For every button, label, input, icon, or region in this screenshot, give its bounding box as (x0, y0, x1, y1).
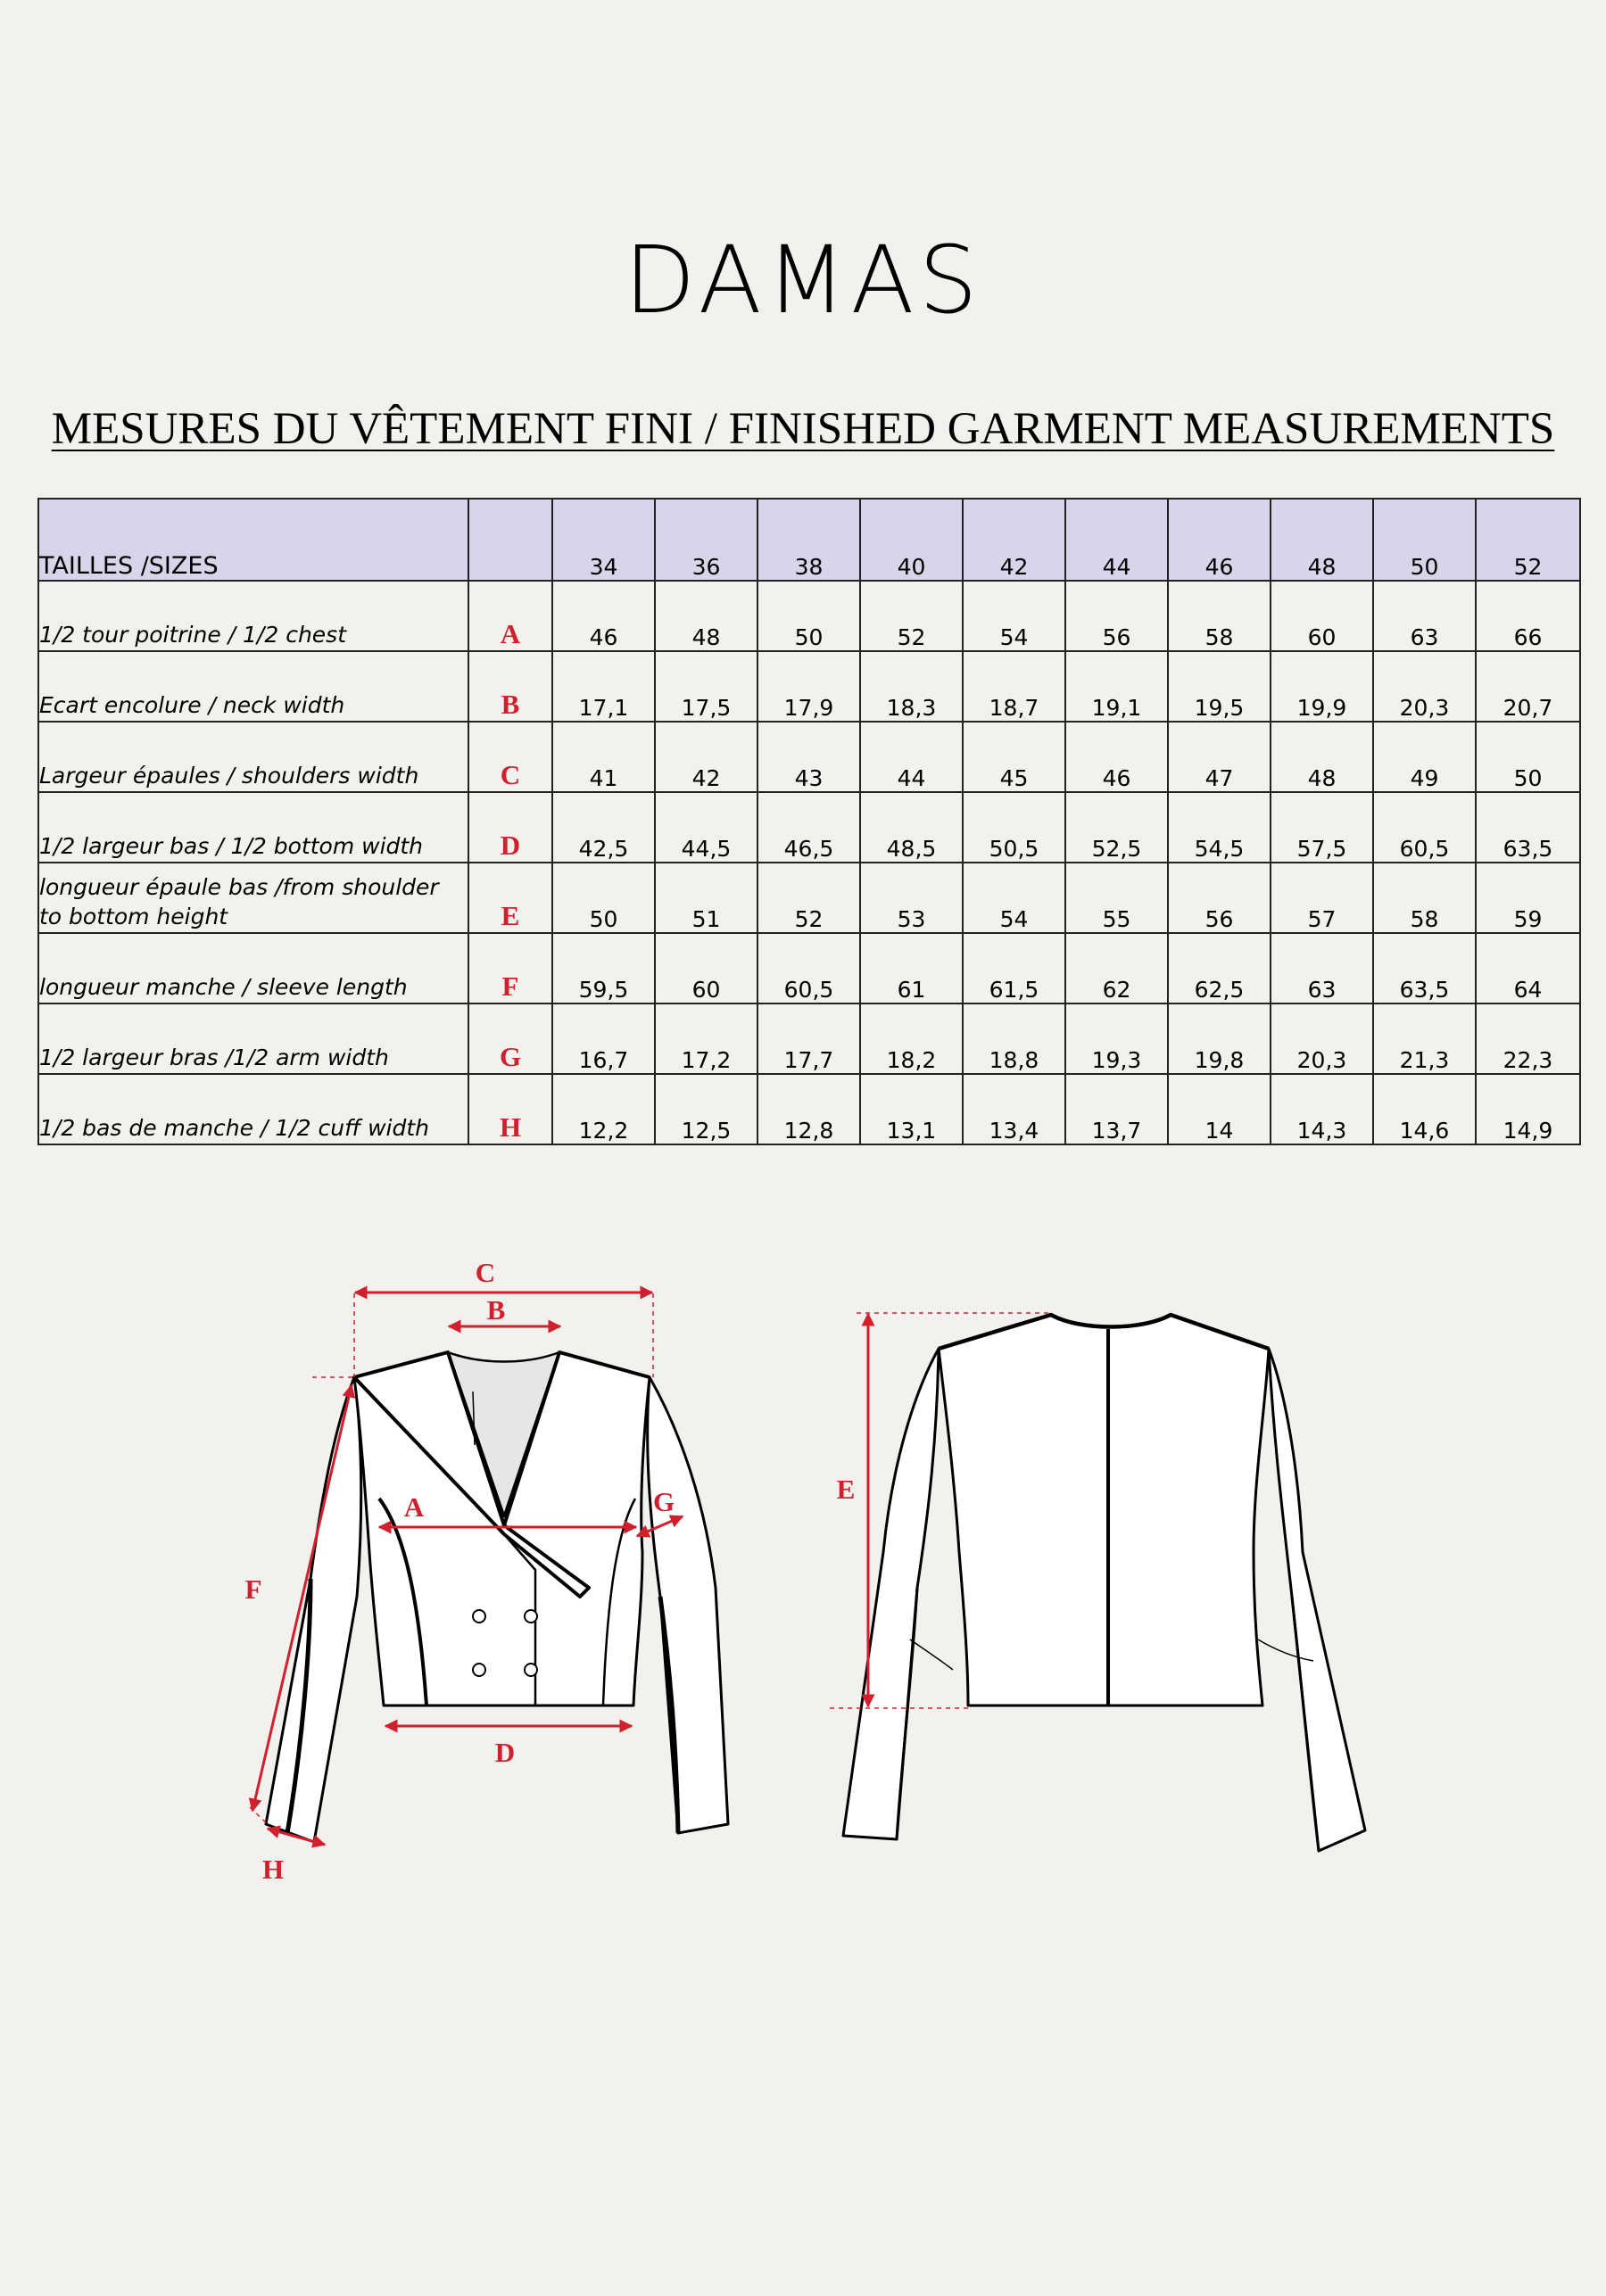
measurement-value: 50 (1476, 722, 1580, 792)
measurement-value: 42 (655, 722, 757, 792)
size-header: 42 (963, 499, 1065, 581)
measurement-value: 59 (1476, 863, 1580, 933)
measurement-value: 63,5 (1476, 792, 1580, 863)
measurement-value: 12,2 (552, 1074, 655, 1144)
measurement-value: 44 (860, 722, 963, 792)
header-label: TAILLES /SIZES (38, 499, 468, 581)
measurement-value: 54 (963, 581, 1065, 651)
size-header: 44 (1065, 499, 1168, 581)
measurement-value: 18,8 (963, 1003, 1065, 1074)
measurement-value: 46,5 (757, 792, 860, 863)
size-header: 50 (1373, 499, 1476, 581)
measurement-label: Ecart encolure / neck width (38, 651, 468, 722)
measurement-letter: H (468, 1074, 552, 1144)
size-header: 52 (1476, 499, 1580, 581)
measurement-value: 60,5 (1373, 792, 1476, 863)
measurement-value: 62 (1065, 933, 1168, 1003)
measurement-value: 46 (1065, 722, 1168, 792)
measurement-value: 14 (1168, 1074, 1271, 1144)
measurement-value: 13,4 (963, 1074, 1065, 1144)
measurement-value: 17,1 (552, 651, 655, 722)
measurement-value: 47 (1168, 722, 1271, 792)
measurement-value: 19,3 (1065, 1003, 1168, 1074)
back-right-sleeve (1269, 1349, 1365, 1851)
measurement-value: 63 (1271, 933, 1373, 1003)
label-c: C (475, 1257, 496, 1288)
measurement-value: 20,3 (1373, 651, 1476, 722)
measurement-value: 19,5 (1168, 651, 1271, 722)
measurement-value: 52 (757, 863, 860, 933)
measurement-letter: A (468, 581, 552, 651)
measurement-label: 1/2 tour poitrine / 1/2 chest (38, 581, 468, 651)
measurement-value: 45 (963, 722, 1065, 792)
brand-title: DAMAS (624, 226, 982, 334)
size-header: 36 (655, 499, 757, 581)
measurement-value: 42,5 (552, 792, 655, 863)
label-d: D (494, 1737, 516, 1768)
measurement-value: 48,5 (860, 792, 963, 863)
measurement-value: 59,5 (552, 933, 655, 1003)
measurement-value: 17,5 (655, 651, 757, 722)
measurement-value: 41 (552, 722, 655, 792)
measurement-value: 63 (1373, 581, 1476, 651)
measurement-value: 60 (1271, 581, 1373, 651)
label-g: G (652, 1486, 675, 1517)
label-h: H (261, 1854, 285, 1885)
measurement-label: 1/2 largeur bas / 1/2 bottom width (38, 792, 468, 863)
label-a: A (403, 1491, 425, 1523)
measurement-value: 57,5 (1271, 792, 1373, 863)
measurement-letter: G (468, 1003, 552, 1074)
measurement-value: 19,9 (1271, 651, 1373, 722)
measurement-value: 18,7 (963, 651, 1065, 722)
measurement-value: 51 (655, 863, 757, 933)
measurement-value: 17,9 (757, 651, 860, 722)
measurement-value: 61,5 (963, 933, 1065, 1003)
measurement-value: 18,2 (860, 1003, 963, 1074)
measurement-letter: B (468, 651, 552, 722)
measurement-value: 60,5 (757, 933, 860, 1003)
measurement-value: 18,3 (860, 651, 963, 722)
measurement-value: 19,8 (1168, 1003, 1271, 1074)
back-body (939, 1315, 1269, 1705)
measurement-value: 60 (655, 933, 757, 1003)
label-e: E (836, 1474, 856, 1505)
measurement-value: 58 (1168, 581, 1271, 651)
measurement-letter: C (468, 722, 552, 792)
measurement-label: longueur manche / sleeve length (38, 933, 468, 1003)
measurement-value: 52 (860, 581, 963, 651)
measurement-letter: D (468, 792, 552, 863)
measurement-value: 43 (757, 722, 860, 792)
measurement-value: 17,7 (757, 1003, 860, 1074)
measurement-value: 50 (552, 863, 655, 933)
measurement-letter: F (468, 933, 552, 1003)
label-b: B (486, 1294, 506, 1326)
measurement-label: longueur épaule bas /from shoulder to bottom height (38, 863, 468, 933)
label-f: F (244, 1573, 262, 1605)
measurement-value: 56 (1168, 863, 1271, 933)
measurement-value: 55 (1065, 863, 1168, 933)
measurement-value: 56 (1065, 581, 1168, 651)
measurement-value: 52,5 (1065, 792, 1168, 863)
measurement-value: 20,7 (1476, 651, 1580, 722)
size-header: 48 (1271, 499, 1373, 581)
measurement-value: 54,5 (1168, 792, 1271, 863)
measurement-value: 48 (1271, 722, 1373, 792)
measurement-label: 1/2 largeur bras /1/2 arm width (38, 1003, 468, 1074)
measurement-value: 13,7 (1065, 1074, 1168, 1144)
measurement-value: 21,3 (1373, 1003, 1476, 1074)
front-left-sleeve (266, 1377, 361, 1842)
measurement-value: 63,5 (1373, 933, 1476, 1003)
measurement-value: 12,8 (757, 1074, 860, 1144)
measurement-value: 19,1 (1065, 651, 1168, 722)
measurement-value: 44,5 (655, 792, 757, 863)
measurement-value: 22,3 (1476, 1003, 1580, 1074)
size-header: 34 (552, 499, 655, 581)
measurement-value: 20,3 (1271, 1003, 1373, 1074)
measurement-value: 17,2 (655, 1003, 757, 1074)
measurement-value: 49 (1373, 722, 1476, 792)
size-header: 40 (860, 499, 963, 581)
measurement-value: 61 (860, 933, 963, 1003)
measurement-label: Largeur épaules / shoulders width (38, 722, 468, 792)
measurement-value: 46 (552, 581, 655, 651)
measurement-value: 13,1 (860, 1074, 963, 1144)
measurement-value: 62,5 (1168, 933, 1271, 1003)
measurement-value: 53 (860, 863, 963, 933)
measurement-value: 54 (963, 863, 1065, 933)
measurement-letter: E (468, 863, 552, 933)
back-jacket-drawing (843, 1315, 1365, 1851)
measurement-value: 64 (1476, 933, 1580, 1003)
size-header: 46 (1168, 499, 1271, 581)
measurement-value: 48 (655, 581, 757, 651)
front-jacket-drawing (266, 1352, 728, 1842)
measurement-label: 1/2 bas de manche / 1/2 cuff width (38, 1074, 468, 1144)
measurement-value: 12,5 (655, 1074, 757, 1144)
measurement-value: 57 (1271, 863, 1373, 933)
measurement-value: 14,3 (1271, 1074, 1373, 1144)
measurement-value: 14,6 (1373, 1074, 1476, 1144)
measurement-value: 66 (1476, 581, 1580, 651)
page-subtitle: MESURES DU VÊTEMENT FINI / FINISHED GARMENT MEASUREMENTS (51, 404, 1555, 454)
measurement-value: 50,5 (963, 792, 1065, 863)
back-left-sleeve (843, 1349, 939, 1839)
measurement-value: 16,7 (552, 1003, 655, 1074)
measurement-value: 58 (1373, 863, 1476, 933)
measurement-value: 50 (757, 581, 860, 651)
measurement-value: 14,9 (1476, 1074, 1580, 1144)
size-header: 38 (757, 499, 860, 581)
